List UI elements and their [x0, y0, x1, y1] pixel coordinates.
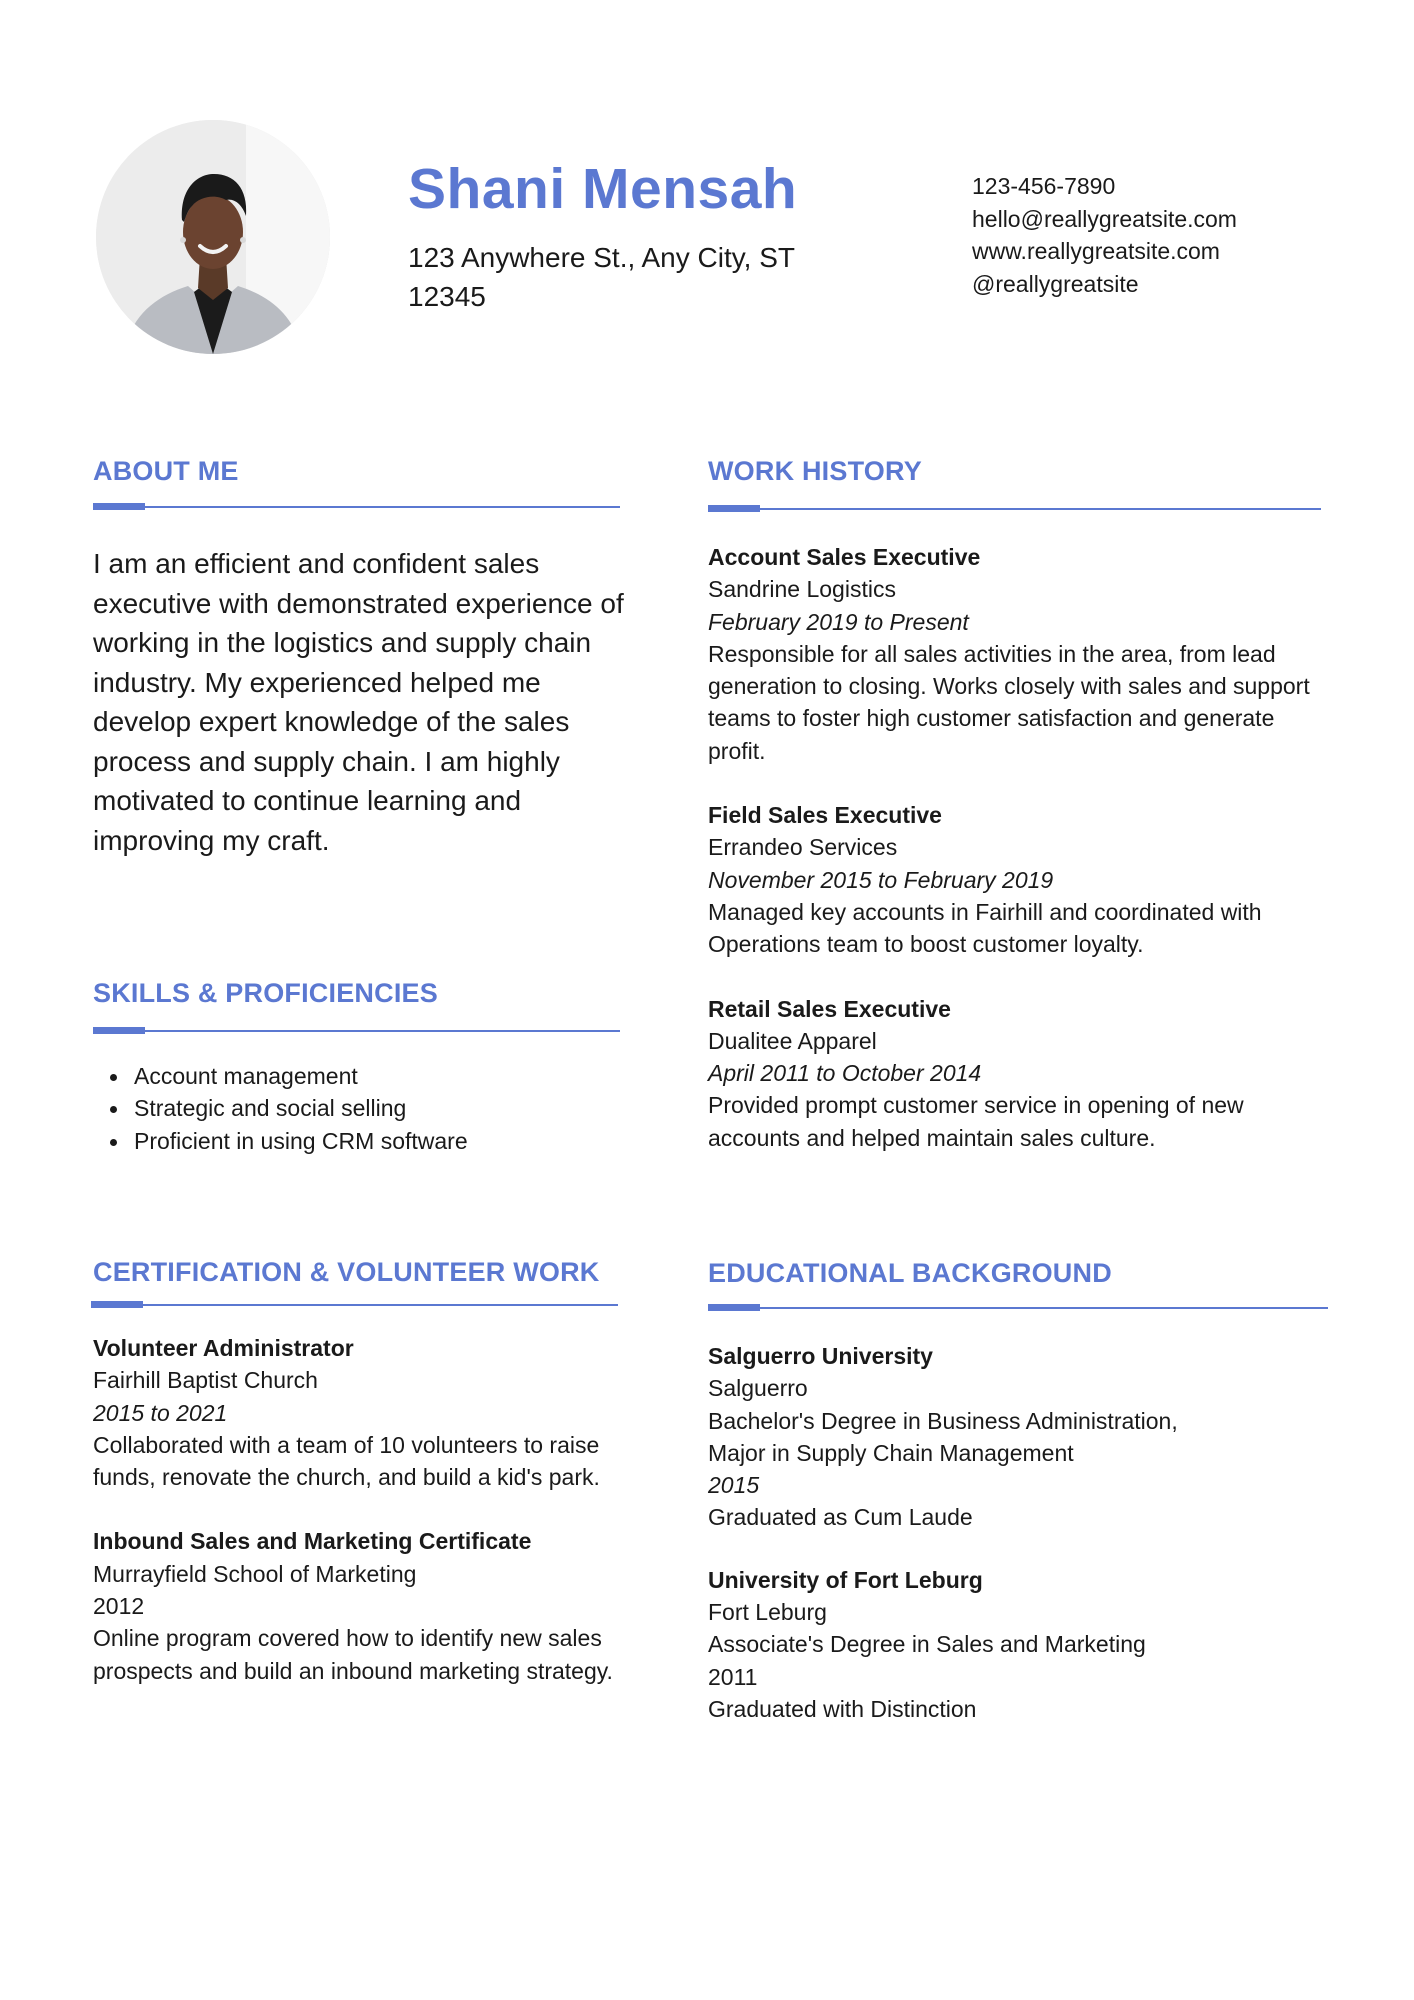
honor: Graduated with Distinction [708, 1695, 977, 1722]
work-entry [708, 799, 1328, 960]
job-description: Responsible for all sales activities in the area, from lead generation to closing. Works closely with sales and support teams to foster high customer satisfaction and generate profit. [708, 640, 1310, 764]
certification-entry [93, 1525, 633, 1686]
company-name: Sandrine Logistics [708, 576, 896, 603]
certification-list [93, 1332, 633, 1719]
certification-org: Murrayfield School of Marketing [93, 1560, 417, 1587]
bullet-icon [110, 1074, 117, 1081]
website-url: www.reallygreatsite.com [972, 238, 1220, 264]
job-description: Managed key accounts in Fairhill and coordinated with Operations team to boost customer loyalty. [708, 898, 1262, 958]
candidate-address: 123 Anywhere St., Any City, ST 12345 [408, 242, 795, 312]
education-divider [708, 1307, 1328, 1309]
job-description: Provided prompt customer service in opening of new accounts and helped maintain sales culture. [708, 1092, 1244, 1151]
work-list [708, 541, 1328, 1186]
skills-divider [93, 1030, 620, 1032]
education-list [708, 1340, 1328, 1757]
certification-dates: 2012 [93, 1593, 145, 1620]
skill-item: Proficient in using CRM software [93, 1125, 633, 1157]
certification-entry [93, 1332, 633, 1493]
work-entry [708, 541, 1328, 767]
contact-block [972, 170, 1352, 300]
skill-item: Strategic and social selling [93, 1092, 633, 1124]
about-divider [93, 506, 620, 508]
company-name: Errandeo Services [708, 834, 898, 861]
school-location: Fort Leburg [708, 1599, 827, 1626]
education-entry [708, 1340, 1328, 1534]
education-entry [708, 1564, 1328, 1725]
work-divider [708, 508, 1321, 510]
candidate-name: Shani Mensah [408, 157, 798, 221]
job-title: Retail Sales Executive [708, 995, 951, 1022]
job-dates: April 2011 to October 2014 [708, 1060, 982, 1087]
about-heading: ABOUT ME [93, 456, 239, 486]
bullet-icon [110, 1139, 117, 1146]
bullet-icon [110, 1106, 117, 1113]
email-address: hello@reallygreatsite.com [972, 205, 1237, 232]
company-name: Dualitee Apparel [708, 1027, 877, 1054]
phone-number: 123-456-7890 [972, 173, 1116, 199]
profile-photo-image [96, 120, 330, 354]
work-entry [708, 993, 1328, 1154]
school-location: Salguerro [708, 1375, 808, 1402]
honor: Graduated as Cum Laude [708, 1504, 973, 1531]
about-text: I am an efficient and confident sales executive with demonstrated experience of working in the logistics and supply chain industry. My experienced helped me develop expert knowledge of the sales process and supply chain. I am highly motivated to continue learning and improving my craft. [93, 548, 624, 856]
school-name: University of Fort Leburg [708, 1566, 983, 1593]
job-dates: November 2015 to February 2019 [708, 866, 1054, 893]
graduation-year: 2011 [708, 1663, 758, 1690]
certification-dates: 2015 to 2021 [93, 1399, 228, 1426]
job-title: Account Sales Executive [708, 544, 981, 570]
graduation-year: 2015 [708, 1472, 760, 1499]
social-handle: @reallygreatsite [972, 270, 1139, 297]
education-heading: EDUCATIONAL BACKGROUND [708, 1258, 1112, 1288]
certification-description: Online program covered how to identify new sales prospects and build an inbound marketing strategy. [93, 1625, 613, 1684]
skill-item: Account management [93, 1060, 633, 1092]
skills-heading: SKILLS & PROFICIENCIES [93, 978, 438, 1008]
degree: Associate's Degree in Sales and Marketing [708, 1631, 1146, 1658]
job-title: Field Sales Executive [708, 802, 942, 829]
certification-description: Collaborated with a team of 10 volunteers to raise funds, renovate the church, and build a kid's park. [93, 1431, 600, 1491]
certification-heading: CERTIFICATION & VOLUNTEER WORK [93, 1257, 600, 1287]
profile-photo [96, 120, 330, 354]
certification-title: Volunteer Administrator [93, 1335, 354, 1361]
major: Major in Supply Chain Management [708, 1439, 1074, 1466]
job-dates: February 2019 to Present [708, 608, 969, 635]
degree: Bachelor's Degree in Business Administration, [708, 1407, 1178, 1434]
work-heading: WORK HISTORY [708, 456, 922, 486]
certification-divider [91, 1304, 618, 1306]
certification-title: Inbound Sales and Marketing Certificate [93, 1528, 532, 1555]
certification-org: Fairhill Baptist Church [93, 1367, 318, 1394]
skills-list [93, 1060, 633, 1157]
school-name: Salguerro University [708, 1343, 933, 1369]
